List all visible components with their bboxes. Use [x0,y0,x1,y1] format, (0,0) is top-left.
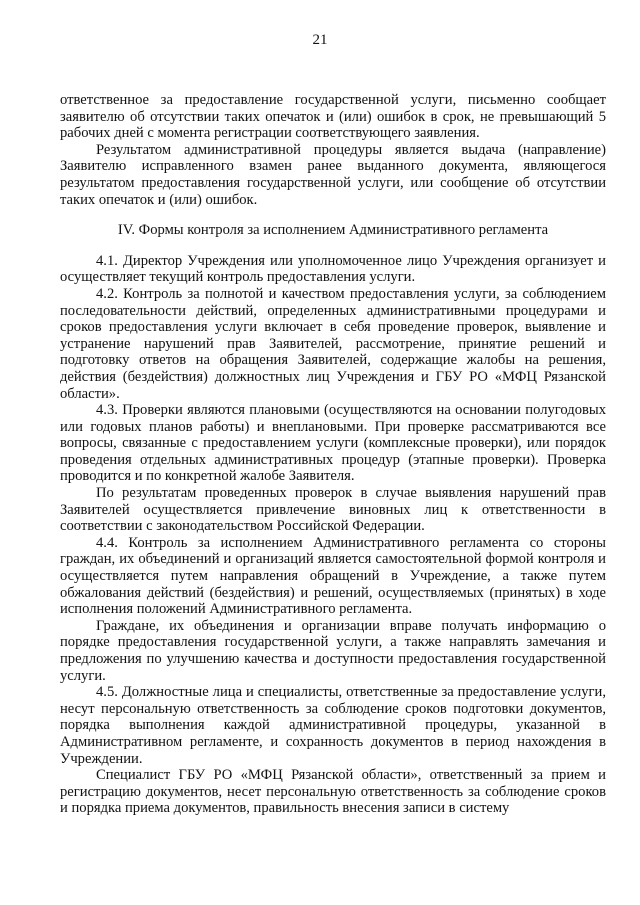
paragraph-continuation: ответственное за предоставление государственной услуги, письменно сообщает заявителю об отсутствии таких опечаток и (или) ошибок в срок, не превышающий 5 рабочих дней с момента регистрации соответствующего заявления. [60,92,606,142]
paragraph-result: Результатом административной процедуры является выдача (направление) Заявителю исправленного взамен ранее выданного документа, являющегося результатом предоставления государственной услуги, или сообщение об отсутствии таких опечаток и (или) ошибок. [60,141,606,208]
paragraph-4-1: 4.1. Директор Учреждения или уполномоченное лицо Учреждения организует и осуществляет текущий контроль предоставления услуги. [60,252,606,286]
paragraph-4-4-citizens: Граждане, их объединения и организации вправе получать информацию о порядке предоставления государственной услуги, а также направлять замечания и предложения по улучшению качества и доступности предоставления государственной услуги. [60,617,606,684]
section-heading: IV. Формы контроля за исполнением Административного регламента [117,222,549,239]
page-number: 21 [312,32,328,48]
document-body [60,92,606,817]
paragraph-4-5-specialist: Специалист ГБУ РО «МФЦ Рязанской области», ответственный за прием и регистрацию документов, несет персональную ответственность за соблюдение сроков и порядка приема документов, правильность внесения записи в систему [60,767,606,817]
paragraph-4-5: 4.5. Должностные лица и специалисты, ответственные за предоставление услуги, несут персональную ответственность за соблюдение сроков подготовки документов, порядка выполнения каждой административной процедуры, указанной в Административном регламенте, и сохранность документов в период нахождения в Учреждении. [60,684,606,767]
paragraph-4-2: 4.2. Контроль за полнотой и качеством предоставления услуги, за соблюдением последовательности действий, определенных административными процедурами и сроков предоставления услуги включает в себя проведение проверок, выявление и устранение нарушений прав Заявителей, рассмотрение, принятие решений и подготовку ответов на обращения Заявителей, содержащие жалобы на решения, действия (бездействия) должностных лиц Учреждения и ГБУ РО «МФЦ Рязанской области». [60,285,606,402]
paragraph-4-3: 4.3. Проверки являются плановыми (осуществляются на основании полугодовых или годовых планов работы) и внеплановыми. При проверке рассматриваются все вопросы, связанные с предоставлением услуги (комплексные проверки), или порядок проведения отдельных административных процедур (этапные проверки). Проверка проводится и по конкретной жалобе Заявителя. [60,402,606,485]
paragraph-4-4: 4.4. Контроль за исполнением Административного регламента со стороны граждан, их объединений и организаций является самостоятельной формой контроля и осуществляется путем направления обращений в Учреждение, а также путем обжалования действий (бездействия) и решений, осуществляемых (принятых) в ходе исполнения положений Административного регламента. [60,534,606,618]
paragraph-4-3-results: По результатам проведенных проверок в случае выявления нарушений прав Заявителей осуществляется привлечение виновных лиц к ответственности в соответствии с законодательством Российской Федерации. [60,485,606,535]
